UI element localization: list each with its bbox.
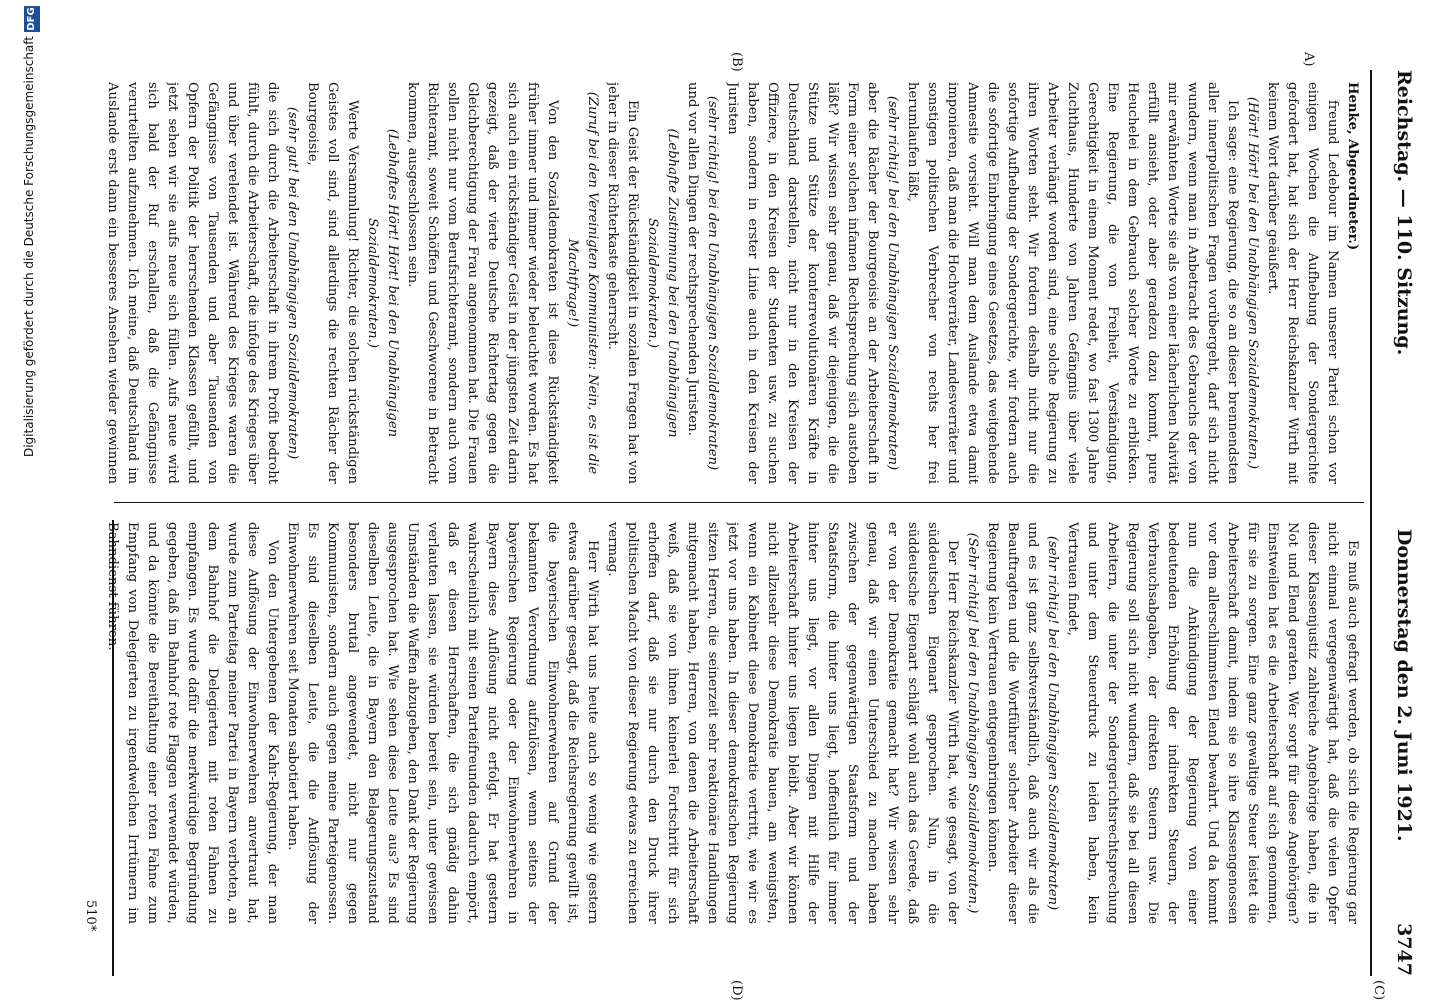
dfg-logo-icon: DFG	[24, 6, 40, 32]
margin-marker-c: (C)	[1371, 980, 1386, 1001]
paragraph: Ein Geist der Rückständigkeit in sozialen Fragen hat von jeher in dieser Richterkaste geherrscht.	[605, 82, 640, 484]
margin-marker-d: (D)	[729, 980, 744, 1001]
column-right	[104, 522, 1362, 924]
margin-marker-b: (B)	[729, 52, 744, 72]
paragraph: Von den Sozialdemokraten ist diese Rückständigkeit früher immer und immer wieder beleuchtet worden. Es hat sich auch ein rückständiger Geist in der jüngsten Zeit darin gezeigt, daß der vierte Deutsche Richtertag gegen die Gleichberechtigung der Frau angenommen hat. Die Frauen sollen nicht nur vom Berufsrichteramt, sondern auch vom Richteramt, soweit Schöffen und Geschworene in Betracht kommen, ausgeschlossen sein.	[405, 82, 560, 484]
paragraph: und vor allen Dingen der rechtsprechenden Juristen.	[685, 82, 700, 436]
paragraph: Werte Versammlung! Richter, die solchen rückständigen Geistes voll sind, sind allerdings die rechten Rächer der Bourgeoisie,	[305, 82, 360, 484]
paragraph: Ich sage: eine Regierung, die so an dieser brennendsten aller innerpolitischen Fragen vorübergeht, darf sich nicht wundern, wenn man in Anbetracht des Gebrauchs der von mir erwähnten Worte sie als von einer lächerlichen Naivität erfüllt ansieht, oder aber geradezu dazu kommt, pure Heuchelei in dem Gebrauch solcher Worte zu erblicken. Eine Regierung, die von Freiheit, Verständigung, Gerechtigkeit in einem Moment redet, wo fast 1300 Jahre Zuchthaus, Hunderte von Jahren Gefängnis über viele Arbeiter verhängt worden sind, eine solche Regierung zu ihren Worten steht. Wir fordern deshalb nicht nur die sofortige Aufhebung der Sondergerichte, wir fordern auch die sofortige Einbringung eines Gesetzes, das weitgehende Amnestie vorsieht. Will man dem Auslande etwa damit imponieren, daß man die Hochverräter, Landesverräter und sonstigen politischen Verbrecher von rechts her frei herumlaufen läßt,	[905, 82, 1240, 484]
interjection: (Lebhafte Zustimmung bei den Unabhängigen Sozialdemokraten.)	[645, 128, 680, 438]
header-session: Reichstag. — 110. Sitzung.	[1393, 70, 1415, 356]
page-number: 3747	[1393, 923, 1415, 976]
paragraph: die sich durch die Arbeiterschaft in ihrem Profit bedroht fühlt, durch die Arbeiterschaft, die infolge des Krieges über und über verelendet ist. Während des Krieges waren die Gefängnisse von Tausenden und aber Tausenden von Opfern der Politik der herrschenden Klassen gefüllt, und jetzt sehen wir sie aufs neue sich füllen. Aufs neue wird sich bald der Ruf erschallen, daß die Gefängnisse verurteilten aufzunehmen. Ich meine, daß Deutschland im Auslande erst dann ein besseres Ansehen wieder gewinnen	[105, 82, 280, 484]
digitization-sidebar	[0, 0, 54, 1000]
header-rule	[1370, 70, 1372, 976]
paragraph: Herr Wirth hat uns heute auch so wenig wie gestern etwas darüber gesagt, daß die Reichsregierung gewillt ist, die bayerischen Einwohnerwehren auf Grund der bekannten Verordnung aufzulösen, wenn seitens der bayerischen Regierung oder der Einwohnerwehren in Bayern diese Auflösung nicht erfolgt. Er hat gestern wahrscheinlich mit seinen Parteifreunden dadurch empört, daß er diesen Herrschaften, die sich gnädig dahin verlauten lassen, sie würden bereit sein, unter gewissen Umständen die Waffen abzugeben, den Dank der Regierung ausgesprochen hat. Wie sehen diese Leute aus? Es sind dieselben Leute, die in Bayern den Belagerungszustand besonders brutal angewendet, nicht nur gegen Kommunisten, sondern auch gegen meine Parteigenossen. Es sind dieselben Leute, die die Auflösung der Einwohnerwehren seit Monaten sabotiert haben.	[285, 522, 600, 924]
page-header	[1374, 70, 1434, 976]
paragraph: Der Herr Reichskanzler Wirth hat, wie gesagt, von der süddeutschen Eigenart gesprochen. Nun, in die süddeutsche Eigenart schlägt wohl auch das Gerede, daß er von der Demokratie gemacht hat? Wir wissen sehr genau, daß wir einen Unterschied zu machen haben zwischen der gegenwärtigen Staatsform und der Staatsform, die hinter uns liegt, hoffentlich für immer hinter uns liegt, vor allen Dingen mit Hilfe der Arbeiterschaft hinter uns liegen bleibt. Aber wir können nicht allzusehr diese Demokratie bauen, am wenigsten, wenn ein Kabinett diese Demokratie vertritt, wie wir es jetzt vor uns haben. In dieser demokratischen Regierung sitzen Herren, die seinerzeit sehr reaktionäre Handlungen mitgemacht haben, Herren, von denen die Arbeiterschaft weiß, daß sie von ihnen keinerlei Fortschritt für sich erhoffen darf, daß sie nur durch den Druck ihrer politischen Macht von dieser Regierung etwas zu erreichen vermag.	[605, 522, 960, 924]
paragraph: Es muß auch gefragt werden, ob sich die Regierung gar nicht einmal vergegenwärtigt hat, daß die vielen Opfer dieser Klassenjustiz zahlreiche Angehörige haben, die in Not und Elend geraten. Wer sorgt für diese Angehörigen? Einstweilen hat es die Arbeiterschaft auf sich genommen, für sie zu sorgen. Eine ganz gewaltige Steuer leistet die Arbeiterschaft damit, indem sie so ihre Klassengenossen vor dem allerschlimmsten Elend bewahrt. Und da kommt nun die Ankündigung der Regierung von einer bedeutenden Erhöhung der indirekten Steuern, der Verbrauchsabgaben, der direkten Steuern usw. Die Regierung soll sich nicht wundern, daß sie bei all diesen Arbeitern, die unter der Sondergerichtsrechtsprechung und unter dem Steuerdruck zu leiden haben, kein Vertrauen findet,	[1065, 522, 1360, 924]
paragraph: aber die Rächer der Bourgeoisie an der Arbeiterschaft in Form einer solchen infamen Rechtsprechung sich austoben läßt? Wir wissen sehr genau, daß wir diejenigen, die die Stütze und Stütze der konterrevolutionären Kräfte in Deutschland darstellen, nicht nur in den Kreisen der Offiziere, in den Kreisen der Studenten usw. zu suchen haben, sondern in erster Linie auch in den Kreisen der Juristen	[725, 82, 880, 484]
interjection: (Lebhaftes Hört! Hört! bei den Unabhängigen Sozialdemokraten.)	[365, 128, 400, 438]
column-divider	[114, 502, 1364, 503]
margin-marker-a: A)	[1301, 52, 1316, 67]
interjection: (sehr richtig! bei den Unabhängigen Sozialdemokraten)	[885, 95, 900, 471]
interjection: (Zuruf bei den Vereinigten Kommunisten: Nein, es ist die Machtfrage!)	[565, 91, 600, 475]
interjection: (Hört! Hört! bei den Unabhängigen Sozialdemokraten.)	[1245, 96, 1260, 470]
interjection: (sehr richtig! bei den Unabhängigen Sozialdemokraten)	[705, 95, 720, 471]
interjection: (sehr gut! bei den Unabhängigen Sozialdemokraten)	[285, 106, 300, 460]
signature-mark: 510*	[83, 900, 98, 932]
digitization-credit: Digitalisierung gefördert durch die Deutsche Forschungsgemeinschaft	[22, 36, 36, 458]
paragraph: Von den Untergebenen der Kahr-Regierung, der man diese Auflösung der Einwohnerwehren anvertraut hat, wurde zum Parteitag meiner Partei in Bayern verboten, an dem Bahnhof die Delegierten mit roten Fahnen zu empfangen. Es wurde dafür die merkwürdige Begründung gegeben, daß im Bahnhof rote Flaggen verwendet würden, und da könnte die Bereithaltung einer roten Fahne zum Empfang von Delegierten zu irgendwelchen Irrtümern im Bahndienst führen.	[105, 522, 280, 924]
paragraph: Henke, Abgeordneter.)	[1345, 82, 1360, 251]
column-left	[104, 82, 1362, 484]
header-date: Donnerstag den 2. Juni 1921.	[1393, 528, 1415, 842]
paragraph: freund Ledebour im Namen unserer Partei schon vor einigen Wochen die Aufhebung der Sondergerichte gefordert hat, hat sich der Herr Reichskanzler Wirth mit keinem Wort darüber geäußert.	[1265, 82, 1340, 484]
paragraph: und es ist ganz selbstverständlich, daß auch wir als die Beauftragten und die Wortführer solcher Arbeiter dieser Regierung kein Vertrauen entgegenbringen können.	[985, 522, 1040, 924]
interjection: (Sehr richtig! bei den Unabhängigen Sozialdemokraten.)	[965, 532, 980, 914]
interjection: (sehr richtig! bei den Unabhängigen Sozialdemokraten)	[1045, 535, 1060, 911]
